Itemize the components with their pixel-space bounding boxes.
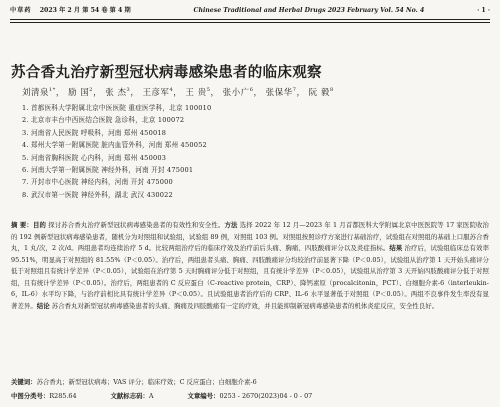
conclusion-label: 结论 — [36, 301, 50, 310]
affiliation: 8. 武汉市第一医院 神经外科，湖北 武汉 430022 — [22, 190, 173, 199]
author: 王 贵$^5$ — [185, 87, 211, 97]
conclusion-text: 苏合香丸对新型冠状病毒感染患者的头痛、胸痛及四肢酸痛有一定的疗效，并且能抑制新冠病毒感染患者的机体炎症反应，安全性良好。 — [51, 301, 439, 310]
clc-number: 中图分类号：R285.64 — [11, 392, 77, 400]
header-page-number: · 1 · — [477, 7, 490, 14]
author-list: 刘清泉$^{1*}$， 励 国$^2$， 张 杰$^3$， 王彦军$^4$， 王 贵$^5$， 张小广$^6$， 张保华$^7$， 阮 毅$^8$ — [22, 87, 334, 97]
affiliation: 6. 河南大学第一附属医院 神经外科，河南 开封 475001 — [22, 166, 194, 175]
objective-text: 探讨苏合香丸治疗新型冠状病毒感染患者的有效性和安全性。 — [48, 221, 225, 229]
article-number: 文章编号：0253 - 2670(2023)04 - 0 - 07 — [187, 392, 313, 400]
header-rule-thin — [10, 22, 490, 23]
author: 刘清泉$^{1*}$ — [22, 87, 56, 97]
affiliation: 2. 北京市丰台中西医结合医院 急诊科，北京 100072 — [22, 116, 185, 125]
keywords-text: 苏合香丸；新型冠状病毒；VAS 评分；临床疗效；C 反应蛋白；白细胞介素-6 — [36, 378, 257, 386]
results-label: 结果 — [389, 244, 403, 253]
header-journal-issue — [10, 4, 131, 18]
document-code: 文献标志码：A — [110, 392, 154, 400]
header-journal-en: Chinese Traditional and Herbal Drugs 2023 February Vol. 54 No. 4 — [193, 7, 425, 14]
affiliation: 7. 开封市中心医院 神经内科，河南 开封 475000 — [22, 178, 173, 187]
affiliation: 3. 河南省人民医院 呼吸科，河南 郑州 450018 — [22, 128, 167, 137]
affiliation: 4. 郑州大学第一附属医院 脏内血管外科，河南 郑州 450052 — [22, 141, 207, 150]
author: 阮 毅$^8$ — [308, 87, 334, 97]
paper-title: 苏合香丸治疗新型冠状病毒感染患者的临床观察 — [11, 65, 322, 81]
methods-label: 方法 — [224, 221, 238, 229]
keywords-label: 关键词： — [11, 378, 37, 386]
running-header — [10, 4, 490, 18]
header-issue-cn: 2023 年 2 月 第 54 卷 第 4 期 — [39, 7, 131, 14]
abstract — [11, 220, 489, 312]
author: 张小广$^6$ — [222, 87, 254, 97]
author: 励 国$^2$ — [68, 87, 94, 97]
header-journal-cn: 中草药 — [10, 7, 32, 14]
results-text: 治疗后，试验组临床总有效率 95.51%，明显高于对照组的 81.55%（P＜0.05）。治疗后，两组患者头痛、胸痛、四肢酸痛评分均较治疗前显著下降（P＜0.05），试验组从治疗第 1 天开始头痛评分低于对照组且有统计学差异（P＜0.05），试验组在治疗第 5 天时胸痛评分低于对照组，且有统计学差异（P＜0.05），试验组从治疗第 3 天开始四肢酸痛评分低于对照组，且有统计学差异（P＜0.05）。治疗后，两组患者的 C 反应蛋白（C-reactive protein，CRP）、降钙素原（procalcitonin，PCT）、白细胞介素-6（interleukin-6，IL-6）水平均下降，与治疗前相比具有统计学差异（P＜0.05）。且试验组患者治疗后的 CRP、IL-6 水平显著低于对照组（P＜0.05）。两组不良事件发生率没有显著差异。 — [11, 244, 490, 310]
abstract-label: 摘 要： — [11, 221, 33, 229]
affiliation-list — [22, 102, 492, 201]
methods-text: 选择 2022 年 12 月—2023 年 1 月首都医科大学附属北京中医医院等 17 家医院收治的 192 例新型冠状病毒感染患者，随机分为对照组和试验组，试验组 89 例，对照组 103 例。对照组按照诊疗方案进行基础治疗，试验组在对照组的基础上口服苏合香丸，1 丸/次，2 次/d。两组患者均连续治疗 5 d。比较两组治疗后的临床疗效及治疗前后头痛、胸痛、四肢酸痛评分以及炎症指标。 — [11, 221, 489, 253]
author: 张 杰$^3$ — [105, 87, 131, 97]
header-rule-thick — [10, 19, 490, 20]
classification-line — [11, 391, 489, 400]
affiliation: 5. 河南省胸科医院 心内科，河南 郑州 450003 — [22, 153, 167, 162]
keywords — [11, 377, 489, 386]
affiliation: 1. 首都医科大学附属北京中医医院 重症医学科，北京 100010 — [22, 104, 212, 112]
objective-label: 目的 — [32, 221, 47, 229]
author: 王彦军$^4$ — [142, 87, 174, 97]
author: 张保华$^7$ — [265, 87, 297, 97]
